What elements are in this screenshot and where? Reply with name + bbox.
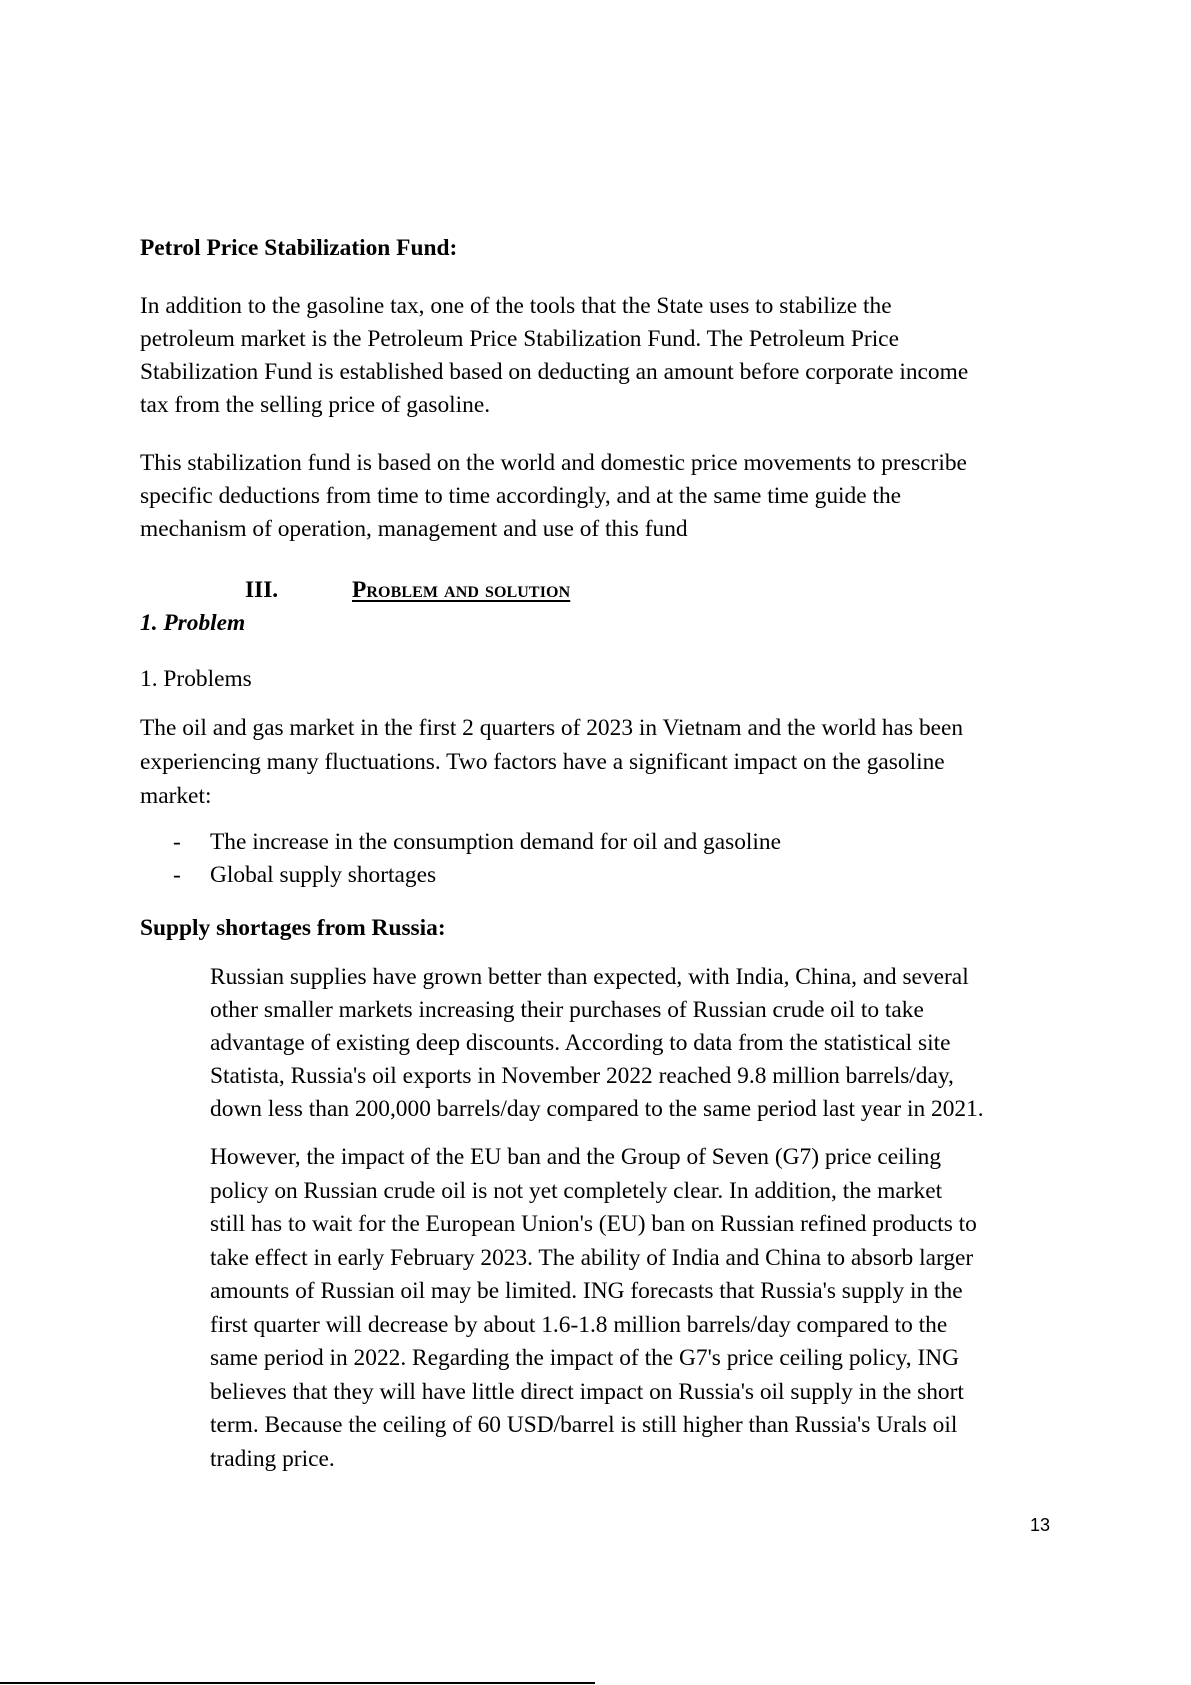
text-line: same period in 2022. Regarding the impact of the G7's price ceiling policy, ING bbox=[210, 1345, 960, 1371]
problems-label: 1. Problems bbox=[140, 666, 252, 692]
text-line: advantage of existing deep discounts. According to data from the statistical site bbox=[210, 1030, 951, 1056]
russia-heading: Supply shortages from Russia: bbox=[140, 915, 446, 941]
text-line: amounts of Russian oil may be limited. ING forecasts that Russia's supply in the bbox=[210, 1278, 963, 1304]
text-line: other smaller markets increasing their purchases of Russian crude oil to take bbox=[210, 997, 924, 1023]
text-line: experiencing many fluctuations. Two factors have a significant impact on the gasoline bbox=[140, 749, 945, 775]
text-line: In addition to the gasoline tax, one of the tools that the State uses to stabilize the bbox=[140, 293, 892, 319]
market-paragraph bbox=[140, 712, 963, 814]
text-line: Russian supplies have grown better than expected, with India, China, and several bbox=[210, 964, 969, 990]
text-line: Stabilization Fund is established based on deducting an amount before corporate income bbox=[140, 359, 969, 385]
page-number: 13 bbox=[1030, 1515, 1051, 1535]
text-line: first quarter will decrease by about 1.6-1.8 million barrels/day compared to the bbox=[210, 1311, 948, 1338]
text-line: down less than 200,000 barrels/day compared to the same period last year in 2021. bbox=[210, 1096, 984, 1122]
fund-heading: Petrol Price Stabilization Fund: bbox=[140, 235, 458, 261]
subsection-heading: 1. Problem bbox=[140, 610, 246, 636]
footer-divider bbox=[0, 1682, 595, 1684]
list-item-text: The increase in the consumption demand for oil and gasoline bbox=[210, 829, 781, 855]
fund-paragraph-2 bbox=[140, 447, 967, 546]
fund-paragraph-1 bbox=[140, 290, 968, 422]
chapter-numeral: III. bbox=[245, 577, 279, 603]
text-line: This stabilization fund is based on the world and domestic price movements to prescribe bbox=[140, 450, 967, 476]
text-line: still has to wait for the European Union's (EU) ban on Russian refined products to bbox=[210, 1211, 977, 1237]
text-line: The oil and gas market in the first 2 quarters of 2023 in Vietnam and the world has been bbox=[140, 715, 964, 741]
russia-paragraph-2 bbox=[210, 1141, 977, 1476]
text-line: However, the impact of the EU ban and the Group of Seven (G7) price ceiling bbox=[210, 1144, 942, 1170]
list-item-text: Global supply shortages bbox=[210, 862, 437, 888]
text-line: petroleum market is the Petroleum Price Stabilization Fund. The Petroleum Price bbox=[140, 326, 899, 352]
text-line: Statista, Russia's oil exports in November 2022 reached 9.8 million barrels/day, bbox=[210, 1063, 954, 1089]
text-line: tax from the selling price of gasoline. bbox=[140, 392, 491, 418]
text-line: believes that they will have little direct impact on Russia's oil supply in the short bbox=[210, 1378, 964, 1405]
dash-bullet-icon: - bbox=[173, 829, 181, 855]
russia-paragraph-1 bbox=[210, 961, 984, 1126]
text-line: trading price. bbox=[210, 1445, 335, 1472]
dash-bullet-icon: - bbox=[173, 862, 181, 888]
text-line: specific deductions from time to time accordingly, and at the same time guide the bbox=[140, 483, 902, 509]
chapter-title: Problem and solution bbox=[352, 577, 571, 603]
text-line: term. Because the ceiling of 60 USD/barrel is still higher than Russia's Urals oil bbox=[210, 1412, 958, 1438]
text-line: take effect in early February 2023. The ability of India and China to absorb larger bbox=[210, 1244, 974, 1271]
text-line: mechanism of operation, management and use of this fund bbox=[140, 516, 688, 542]
text-line: market: bbox=[140, 783, 212, 809]
text-line: policy on Russian crude oil is not yet completely clear. In addition, the market bbox=[210, 1177, 943, 1204]
